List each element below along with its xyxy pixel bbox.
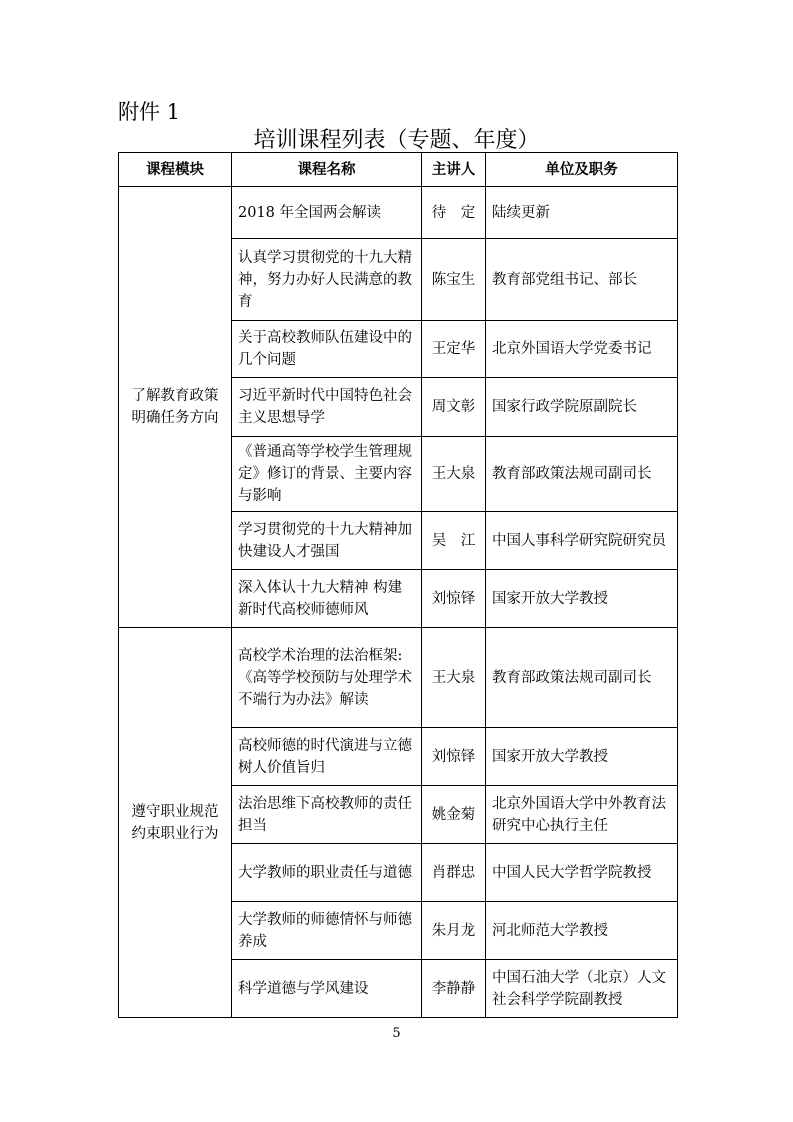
table-row (119, 187, 678, 239)
module-cell: 遵守职业规范约束职业行为 (119, 628, 232, 1018)
course-name-cell: 《普通高等学校学生管理规定》修订的背景、主要内容与影响 (232, 437, 422, 512)
lecturer-cell: 姚金菊 (422, 786, 486, 844)
page-number: 5 (392, 1026, 401, 1041)
attachment-label: 附件 1 (118, 100, 181, 124)
module-cell: 了解教育政策明确任务方向 (119, 187, 232, 628)
lecturer-cell: 刘惊铎 (422, 728, 486, 786)
table-header-row (119, 153, 678, 187)
org-cell: 国家开放大学教授 (486, 570, 678, 628)
course-name-cell: 科学道德与学风建设 (232, 960, 422, 1018)
table-row (119, 628, 678, 728)
course-name-cell: 大学教师的职业责任与道德 (232, 844, 422, 902)
course-name-cell: 深入体认十九大精神 构建新时代高校师德师风 (232, 570, 422, 628)
org-cell: 北京外国语大学党委书记 (486, 321, 678, 378)
lecturer-cell: 李静静 (422, 960, 486, 1018)
course-name-cell: 法治思维下高校教师的责任担当 (232, 786, 422, 844)
page-title: 培训课程列表（专题、年度） (253, 128, 540, 153)
lecturer-cell: 刘惊铎 (422, 570, 486, 628)
course-name-cell: 2018 年全国两会解读 (232, 187, 422, 239)
course-table (118, 152, 678, 1018)
lecturer-cell: 王定华 (422, 321, 486, 378)
header-module: 课程模块 (119, 153, 232, 187)
lecturer-cell: 待 定 (422, 187, 486, 239)
course-name-cell: 习近平新时代中国特色社会主义思想导学 (232, 378, 422, 437)
header-course: 课程名称 (232, 153, 422, 187)
org-cell: 教育部政策法规司副司长 (486, 437, 678, 512)
org-cell: 教育部政策法规司副司长 (486, 628, 678, 728)
lecturer-cell: 周文彰 (422, 378, 486, 437)
org-cell: 国家开放大学教授 (486, 728, 678, 786)
header-lecturer: 主讲人 (422, 153, 486, 187)
lecturer-cell: 吴 江 (422, 512, 486, 570)
org-cell: 北京外国语大学中外教育法研究中心执行主任 (486, 786, 678, 844)
org-cell: 中国人事科学研究院研究员 (486, 512, 678, 570)
course-name-cell: 认真学习贯彻党的十九大精神，努力办好人民满意的教育 (232, 239, 422, 321)
lecturer-cell: 陈宝生 (422, 239, 486, 321)
org-cell: 河北师范大学教授 (486, 902, 678, 960)
org-cell: 中国石油大学（北京）人文社会科学学院副教授 (486, 960, 678, 1018)
course-name-cell: 学习贯彻党的十九大精神加快建设人才强国 (232, 512, 422, 570)
course-name-cell: 大学教师的师德情怀与师德养成 (232, 902, 422, 960)
lecturer-cell: 王大泉 (422, 437, 486, 512)
lecturer-cell: 肖群忠 (422, 844, 486, 902)
org-cell: 教育部党组书记、部长 (486, 239, 678, 321)
lecturer-cell: 王大泉 (422, 628, 486, 728)
org-cell: 中国人民大学哲学院教授 (486, 844, 678, 902)
course-name-cell: 高校师德的时代演进与立德树人价值旨归 (232, 728, 422, 786)
header-org: 单位及职务 (486, 153, 678, 187)
course-name-cell: 高校学术治理的法治框架:《高等学校预防与处理学术不端行为办法》解读 (232, 628, 422, 728)
lecturer-cell: 朱月龙 (422, 902, 486, 960)
org-cell: 陆续更新 (486, 187, 678, 239)
org-cell: 国家行政学院原副院长 (486, 378, 678, 437)
course-name-cell: 关于高校教师队伍建设中的几个问题 (232, 321, 422, 378)
